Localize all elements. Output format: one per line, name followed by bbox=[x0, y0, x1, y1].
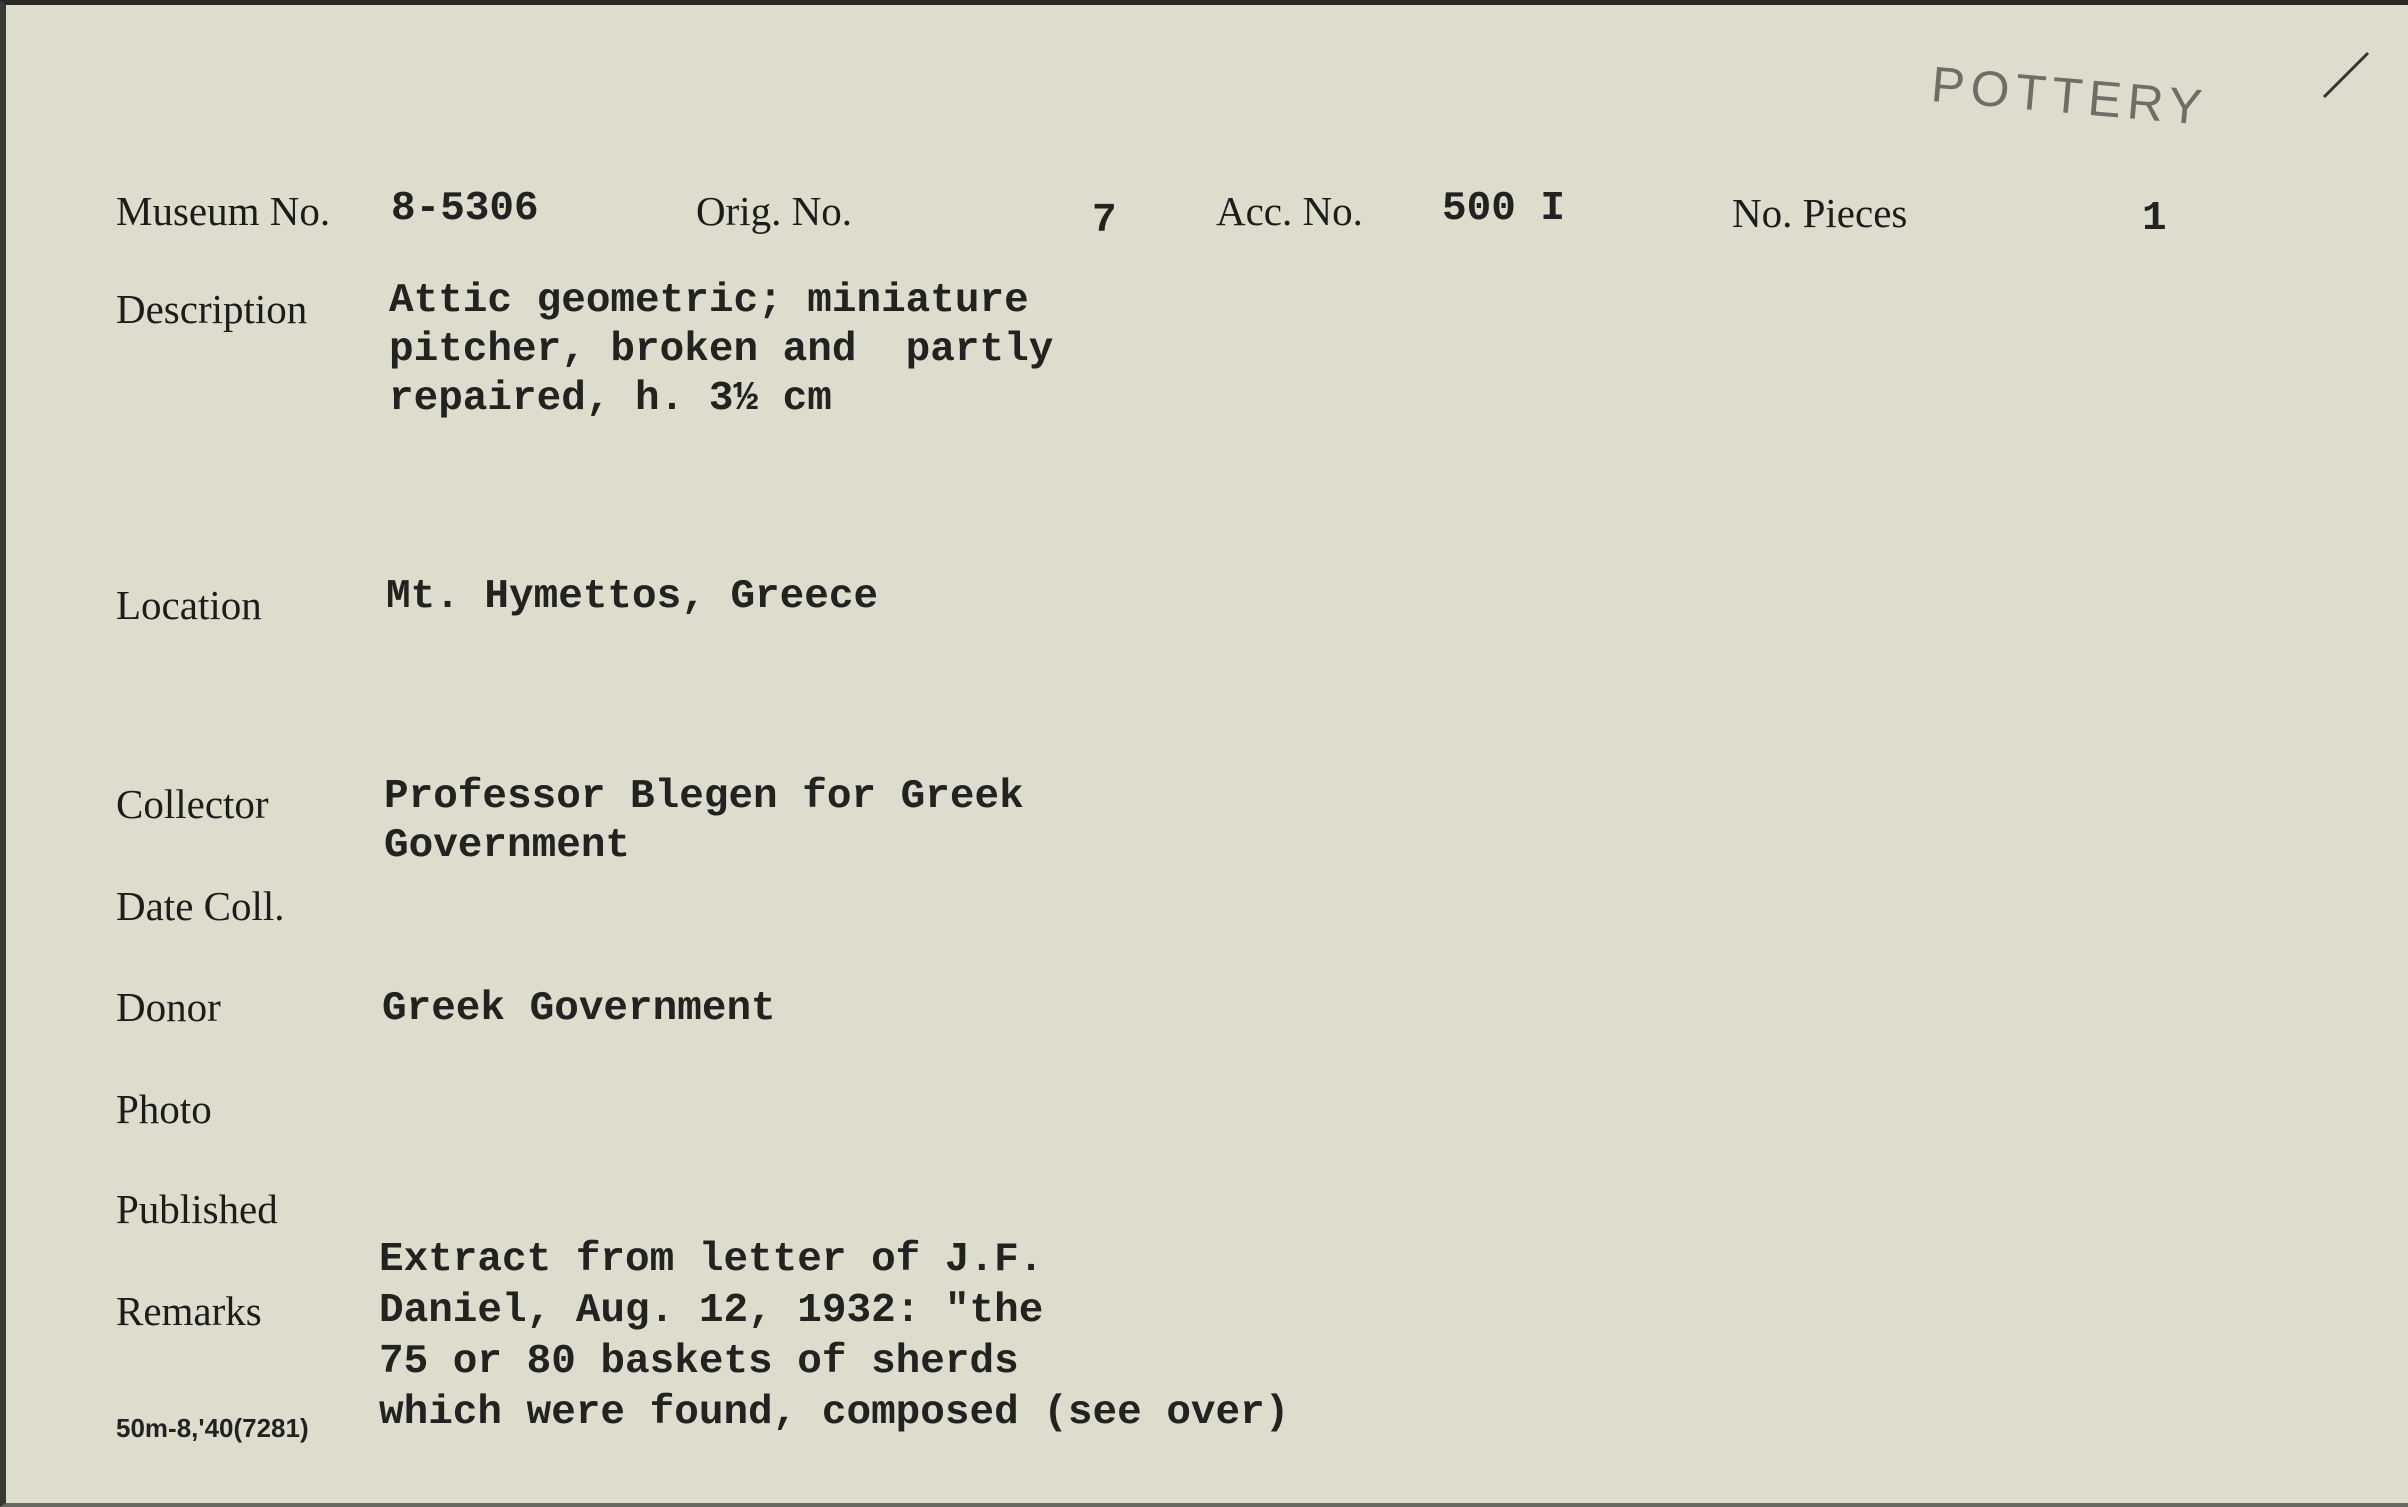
no-pieces-value: 1 bbox=[2142, 196, 2167, 242]
date-coll-label: Date Coll. bbox=[116, 883, 285, 929]
remarks-value bbox=[379, 1235, 1289, 1439]
location-value: Mt. Hymettos, Greece bbox=[386, 574, 879, 620]
collector-label: Collector bbox=[116, 781, 269, 827]
location-label: Location bbox=[116, 582, 262, 628]
description-line: pitcher, broken and partly bbox=[389, 327, 1054, 373]
collector-value bbox=[384, 773, 1024, 871]
check-mark-icon bbox=[2316, 45, 2376, 105]
remarks-line: 75 or 80 baskets of sherds bbox=[379, 1339, 1019, 1385]
description-line: repaired, h. 3½ cm bbox=[389, 376, 832, 422]
orig-no-value: 7 bbox=[1092, 198, 1117, 244]
remarks-line: Extract from letter of J.F. bbox=[379, 1237, 1044, 1283]
form-code: 50m-8,'40(7281) bbox=[116, 1413, 309, 1443]
collector-line: Professor Blegen for Greek bbox=[384, 774, 1024, 820]
acc-no-label: Acc. No. bbox=[1216, 188, 1363, 234]
remarks-line: Daniel, Aug. 12, 1932: "the bbox=[379, 1288, 1044, 1334]
collector-line: Government bbox=[384, 823, 631, 869]
museum-no-label: Museum No. bbox=[116, 188, 331, 234]
published-label: Published bbox=[116, 1186, 278, 1232]
donor-label: Donor bbox=[116, 984, 221, 1030]
acc-no-value: 500 I bbox=[1442, 186, 1566, 232]
donor-value: Greek Government bbox=[382, 986, 776, 1032]
remarks-label: Remarks bbox=[116, 1288, 262, 1334]
description-value bbox=[389, 277, 1053, 424]
orig-no-label: Orig. No. bbox=[696, 188, 853, 234]
pottery-stamp: POTTERY bbox=[1929, 56, 2211, 136]
no-pieces-label: No. Pieces bbox=[1732, 190, 1908, 236]
description-label: Description bbox=[116, 286, 308, 332]
museum-no-value: 8-5306 bbox=[391, 186, 539, 232]
photo-label: Photo bbox=[116, 1086, 212, 1132]
description-line: Attic geometric; miniature bbox=[389, 278, 1029, 324]
remarks-line: which were found, composed (see over) bbox=[379, 1390, 1290, 1436]
